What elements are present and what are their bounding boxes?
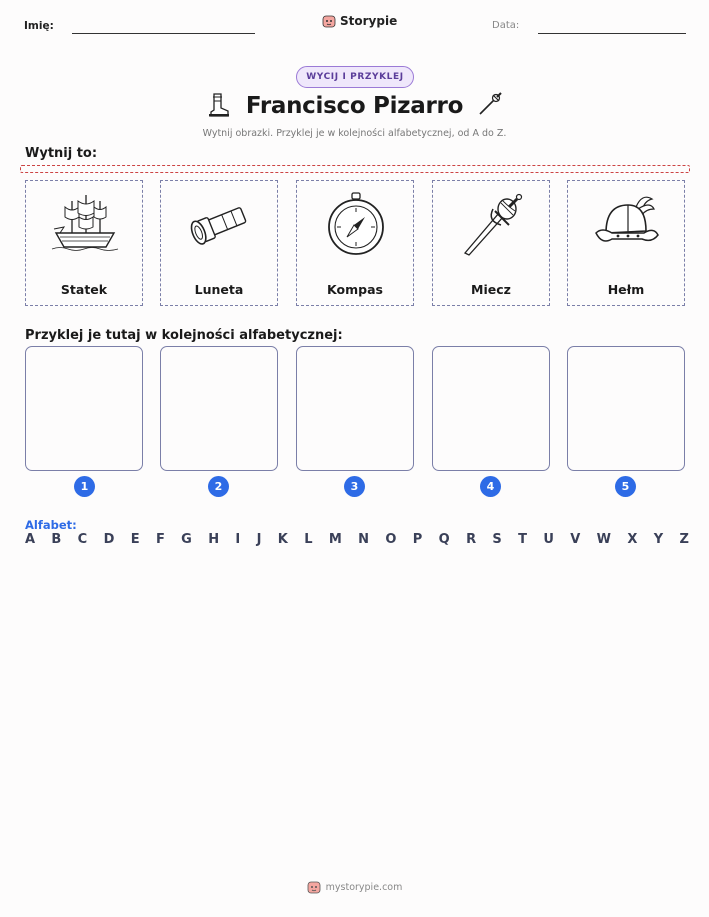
slot-number-1: 1 (74, 476, 95, 497)
alphabet-letter: F (155, 532, 165, 547)
alphabet-letter: A (25, 532, 36, 547)
cut-card-helmet[interactable] (567, 180, 685, 306)
paste-slot-5[interactable] (567, 346, 685, 471)
paste-slot-2[interactable] (160, 346, 278, 471)
alphabet-letter: V (570, 532, 581, 547)
card-label-compass: Kompas (327, 282, 383, 297)
slot-number-5: 5 (615, 476, 636, 497)
alphabet-letter: S (492, 532, 502, 547)
cut-card-compass[interactable] (296, 180, 414, 306)
alphabet-label: Alfabet: (25, 518, 77, 532)
alphabet-letter: P (412, 532, 423, 547)
spyglass-icon (185, 189, 255, 259)
alphabet-letter: L (304, 532, 313, 547)
cut-card-spyglass[interactable] (160, 180, 278, 306)
alphabet-letter: O (385, 532, 397, 547)
name-label: Imię: (24, 20, 54, 32)
sword-icon (457, 189, 527, 259)
alphabet-letter: C (77, 532, 88, 547)
alphabet-row (25, 532, 689, 547)
storypie-logo-icon (307, 880, 321, 894)
alphabet-letter: W (596, 532, 612, 547)
alphabet-letter: U (543, 532, 554, 547)
alphabet-letter: Y (653, 532, 664, 547)
paste-slot-4[interactable] (432, 346, 550, 471)
alphabet-letter: G (181, 532, 192, 547)
date-field-line (538, 33, 686, 34)
alphabet-letter: B (51, 532, 62, 547)
slot-number-2: 2 (208, 476, 229, 497)
storypie-logo-icon (322, 14, 336, 28)
alphabet-letter: E (130, 532, 140, 547)
page-title: Francisco Pizarro (245, 93, 464, 119)
card-label-spyglass: Luneta (194, 282, 244, 297)
cut-card-sword[interactable] (432, 180, 550, 306)
alphabet-letter: Q (438, 532, 450, 547)
alphabet-letter: I (235, 532, 241, 547)
name-field-line (72, 33, 255, 34)
slot-number-3: 3 (344, 476, 365, 497)
alphabet-letter: X (627, 532, 638, 547)
paste-section-label: Przyklej je tutaj w kolejności alfabetycznej: (25, 328, 343, 343)
instructions: Wytnij obrazki. Przyklej je w kolejności alfabetycznej, od A do Z. (202, 128, 507, 139)
paste-slot-3[interactable] (296, 346, 414, 471)
compass-icon (321, 189, 391, 259)
cut-card-ship[interactable] (25, 180, 143, 306)
alphabet-letter: N (358, 532, 370, 547)
alphabet-letter: R (466, 532, 477, 547)
activity-badge: WYCIJ I PRZYKLEJ (296, 66, 414, 88)
helmet-icon (592, 189, 662, 259)
cut-section-label: Wytnij to: (25, 146, 98, 161)
footer (0, 880, 709, 894)
brand-logo (322, 14, 397, 28)
brand-name: Storypie (340, 14, 398, 28)
cut-line (20, 165, 690, 173)
alphabet-letter: T (518, 532, 528, 547)
alphabet-letter: M (328, 532, 342, 547)
card-label-helmet: Hełm (607, 282, 645, 297)
date-label: Data: (492, 20, 520, 31)
card-label-ship: Statek (60, 282, 108, 297)
slot-number-4: 4 (480, 476, 501, 497)
card-label-sword: Miecz (471, 282, 511, 297)
rapier-icon (476, 90, 504, 118)
paste-slot-1[interactable] (25, 346, 143, 471)
alphabet-letter: H (208, 532, 220, 547)
alphabet-letter: Z (679, 532, 689, 547)
alphabet-letter: K (277, 532, 288, 547)
footer-url[interactable]: mystorypie.com (325, 881, 403, 893)
alphabet-letter: J (256, 532, 262, 547)
alphabet-letter: D (103, 532, 115, 547)
ship-icon (50, 189, 120, 259)
